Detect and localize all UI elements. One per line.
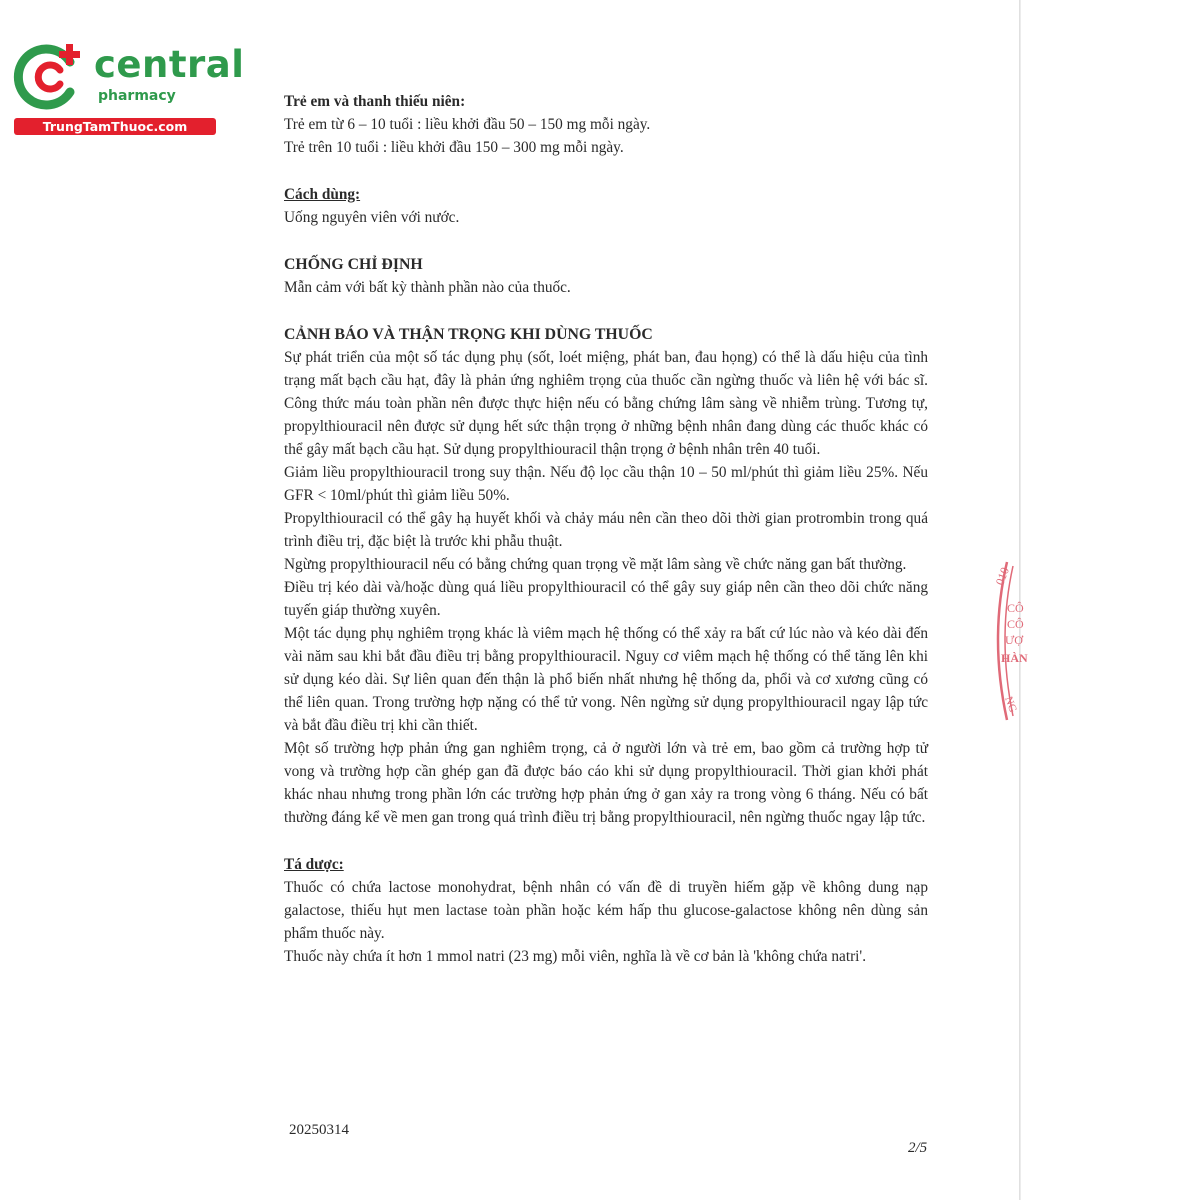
stamp-fragment: HÀN (1001, 651, 1028, 665)
excipients-heading: Tá dược: (284, 856, 344, 873)
usage-text: Uống nguyên viên với nước. (284, 209, 460, 226)
document-code: 20250314 (289, 1122, 349, 1138)
warnings-paragraph: Giảm liều propylthiouracil trong suy thận. Nếu độ lọc cầu thận 10 – 50 ml/phút thì giảm liều 25%. Nếu GFR < 10ml/phút thì giảm liều 50%. (284, 464, 928, 504)
stamp-fragment: ƯỢ (1005, 633, 1023, 647)
warnings-paragraph: Propylthiouracil có thể gây hạ huyết khối và chảy máu nên cần theo dõi thời gian protrombin trong quá trình điều trị, đặc biệt là trước khi phẫu thuật. (284, 510, 928, 550)
pharmacy-logo-icon (12, 40, 86, 114)
stamp-fragment: CÔ (1007, 617, 1024, 631)
contraindications-heading: CHỐNG CHỈ ĐỊNH (284, 256, 423, 273)
excipients-paragraph: Thuốc có chứa lactose monohydrat, bệnh nhân có vấn đề di truyền hiếm gặp về không dung nạp galactose, thiếu hụt men lactase toàn phần hoặc kém hấp thu glucose-galactose không nên dùng sản phẩm thuốc này. (284, 879, 928, 942)
official-stamp-seal (985, 558, 1037, 724)
warnings-paragraph: Sự phát triển của một số tác dụng phụ (sốt, loét miệng, phát ban, đau họng) có thể là dấu hiệu của tình trạng mất bạch cầu hạt, đây là phản ứng nghiêm trọng của thuốc cần ngừng thuốc và liên hệ với bác sĩ. Công thức máu toàn phần nên được thực hiện nếu có bằng chứng lâm sàng về nhiễm trùng. Tương tự, propylthiouracil nên được sử dụng hết sức thận trọng ở những bệnh nhân đang dùng các thuốc khác có thể gây mất bạch cầu hạt. Sử dụng propylthiouracil thận trọng ở bệnh nhân trên 40 tuổi. (284, 349, 928, 458)
logo-website-banner: TrungTamThuoc.com (14, 118, 216, 135)
contraindications-text: Mẫn cảm với bất kỳ thành phần nào của thuốc. (284, 279, 571, 296)
children-dose-6-10: Trẻ em từ 6 – 10 tuổi : liều khởi đầu 50 – 150 mg mỗi ngày. (284, 116, 651, 133)
children-dose-over-10: Trẻ trên 10 tuổi : liều khởi đầu 150 – 300 mg mỗi ngày. (284, 139, 624, 156)
warnings-paragraph: Ngừng propylthiouracil nếu có bằng chứng quan trọng về mặt lâm sàng về chức năng gan bất thường. (284, 556, 907, 573)
children-heading: Trẻ em và thanh thiếu niên: (284, 93, 466, 110)
warnings-paragraph: Điều trị kéo dài và/hoặc dùng quá liều propylthiouracil có thể gây suy giáp nên cần theo dõi chức năng tuyến giáp thường xuyên. (284, 579, 928, 619)
warnings-paragraph: Một tác dụng phụ nghiêm trọng khác là viêm mạch hệ thống có thể xảy ra bất cứ lúc nào và kéo dài đến vài năm sau khi bắt đầu điều trị bằng propylthiouracil. Nguy cơ viêm mạch hệ thống có thể tăng lên khi sử dụng kéo dài. Sự liên quan đến thận là phổ biến nhất nhưng hệ thống da, phổi và cơ xương cũng có thể liên quan. Trong trường hợp nặng có thể tử vong. Nên ngừng sử dụng propylthiouracil ngay lập tức và bắt đầu điều trị khi cần thiết. (284, 625, 928, 734)
warnings-heading: CẢNH BÁO VÀ THẬN TRỌNG KHI DÙNG THUỐC (284, 326, 653, 343)
excipients-paragraph: Thuốc này chứa ít hơn 1 mmol natri (23 mg) mỗi viên, nghĩa là về cơ bản là 'không chứa natri'. (284, 948, 867, 965)
warnings-paragraph: Một số trường hợp phản ứng gan nghiêm trọng, cả ở người lớn và trẻ em, bao gồm cả trường hợp tử vong và trường hợp cần ghép gan đã được báo cáo khi sử dụng propylthiouracil. Thời gian khởi phát khác nhau nhưng trong phần lớn các trường hợp phản ứng ở gan xảy ra trong vòng 6 tháng. Nếu có bất thường đáng kể về men gan trong quá trình điều trị bằng propylthiouracil, nên ngừng thuốc ngay lập tức. (284, 740, 928, 826)
stamp-fragment: CÔ (1007, 601, 1024, 615)
page-number: 2/5 (908, 1140, 928, 1156)
document-body (284, 90, 928, 968)
stamp-fragment: 010 (992, 565, 1012, 588)
central-pharmacy-logo (8, 36, 245, 136)
logo-brand-name: central (94, 43, 245, 86)
usage-heading: Cách dùng: (284, 186, 361, 203)
stamp-fragment: NG (1002, 694, 1019, 714)
logo-brand-subtitle: pharmacy (98, 88, 176, 104)
